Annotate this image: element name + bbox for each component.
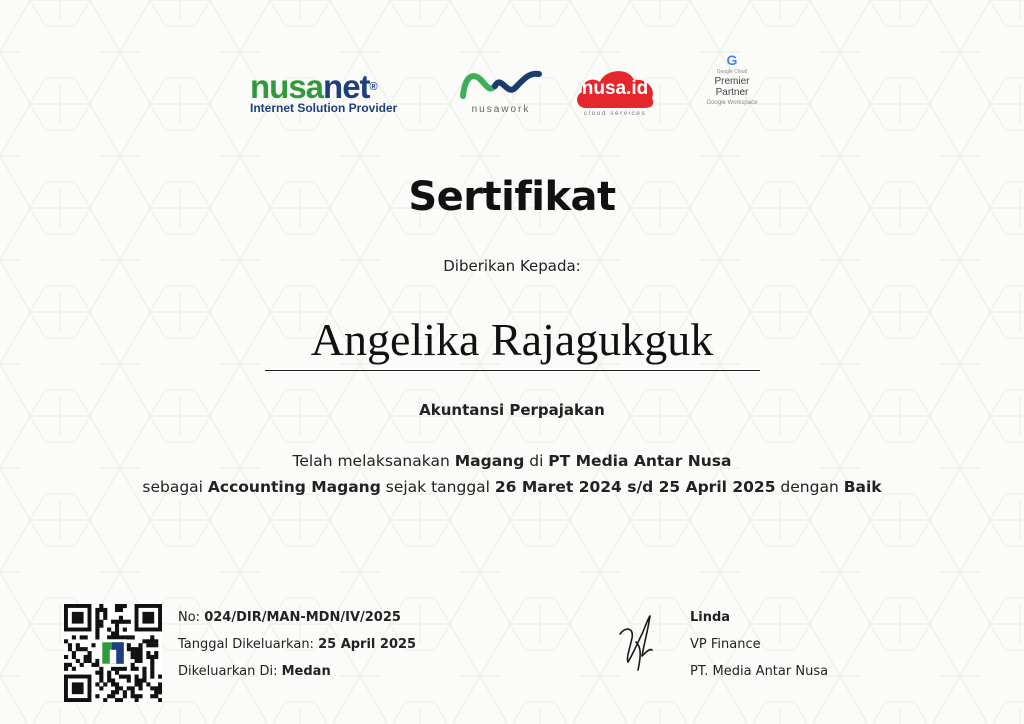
statement-text: Telah melaksanakan xyxy=(292,452,455,470)
department-label: Akuntansi Perpajakan xyxy=(419,401,605,419)
certificate-number-value: 024/DIR/MAN-MDN/IV/2025 xyxy=(204,610,401,625)
statement-text: sejak tanggal xyxy=(380,478,495,496)
statement-text: dengan xyxy=(775,478,844,496)
signatory-name: Linda xyxy=(690,610,731,625)
statement-company: PT Media Antar Nusa xyxy=(548,452,732,470)
nusaid-label: nusa.id xyxy=(581,78,649,99)
signatory-company: PT. Media Antar Nusa xyxy=(690,664,829,679)
nusanet-logo xyxy=(250,70,432,118)
nusawork-mark-icon xyxy=(459,66,543,104)
recipient-name: Angelika Rajagukguk xyxy=(310,314,714,365)
statement-line-1 xyxy=(0,452,1024,470)
statement-role: Accounting Magang xyxy=(207,478,381,496)
issued-date-value: 25 April 2025 xyxy=(318,637,417,652)
name-underline xyxy=(265,370,760,371)
nusanet-logo-word-net: net xyxy=(323,68,370,105)
nusanet-tagline: Internet Solution Provider xyxy=(250,101,398,115)
nusaid-sub-label: cloud services xyxy=(583,110,647,117)
certificate-number-label: No: xyxy=(178,610,205,625)
signatory-position: VP Finance xyxy=(690,637,761,652)
certificate-number xyxy=(178,610,401,625)
nusanet-logo-word-nusa: nusa xyxy=(250,68,324,105)
issued-place-label: Dikeluarkan Di: xyxy=(178,664,282,679)
registered-mark: ® xyxy=(369,81,377,93)
google-cloud-label: Google Cloud xyxy=(716,69,748,75)
nusawork-label: nusawork xyxy=(471,104,531,115)
google-g-icon: G xyxy=(726,52,738,68)
google-premier-partner-badge xyxy=(692,52,772,124)
issued-place-value: Medan xyxy=(281,664,331,679)
issued-date xyxy=(178,637,416,652)
google-workspace-label: Google Workspace xyxy=(706,100,758,106)
nusawork-logo xyxy=(456,66,546,122)
statement-text: di xyxy=(524,452,549,470)
issued-place xyxy=(178,664,331,679)
partner-label: Partner xyxy=(715,87,749,98)
nusaid-logo xyxy=(572,66,658,122)
statement-program: Magang xyxy=(454,452,525,470)
given-to-label: Diberikan Kepada: xyxy=(443,257,581,275)
partner-logos xyxy=(0,52,1024,124)
statement-text: sebagai xyxy=(142,478,208,496)
statement-line-2 xyxy=(0,478,1024,496)
handwritten-signature xyxy=(612,612,660,676)
statement-period: 26 Maret 2024 s/d 25 April 2025 xyxy=(494,478,776,496)
certificate-title: Sertifikat xyxy=(408,174,616,220)
qr-code xyxy=(64,604,162,702)
issued-date-label: Tanggal Dikeluarkan: xyxy=(178,637,319,652)
statement-grade: Baik xyxy=(843,478,882,496)
premier-label: Premier xyxy=(714,76,750,87)
